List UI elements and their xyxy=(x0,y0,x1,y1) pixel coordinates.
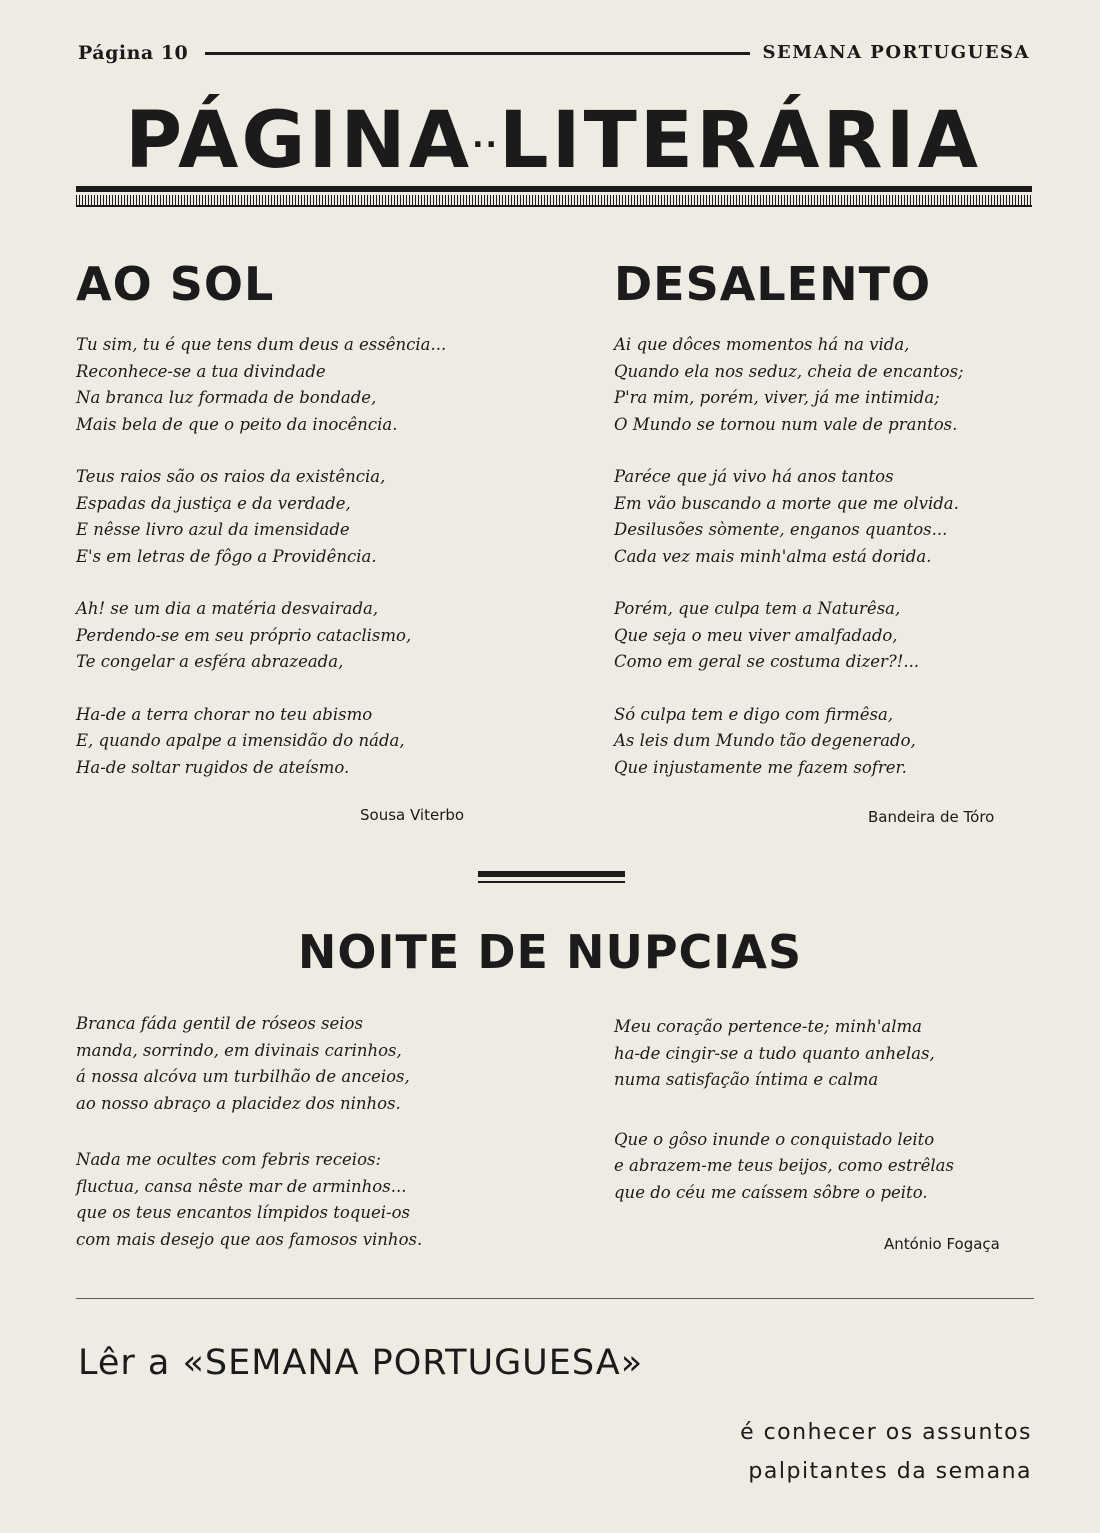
verse-line: Meu coração pertence-te; minh'alma xyxy=(614,1017,923,1036)
verse-line: Só culpa tem e digo com firmêsa, xyxy=(614,704,894,724)
masthead-rule xyxy=(76,186,1032,192)
masthead-separator: ·· xyxy=(472,127,499,163)
verse-line: Tu sim, tu é que tens dum deus a essência... xyxy=(76,335,447,354)
verse-line: Na branca luz formada de bondade, xyxy=(76,388,377,407)
verse-line: Que injustamente me fazem sofrer. xyxy=(614,757,907,777)
verse-line: Branca fáda gentil de róseos seios xyxy=(76,1014,363,1033)
poem-nupcias-right xyxy=(614,1014,1034,1206)
poem-body xyxy=(76,332,516,781)
verse-line: que do céu me caíssem sôbre o peito. xyxy=(614,1182,928,1202)
poem-body xyxy=(614,332,1034,781)
verse-line: Nada me ocultes com febris receios: xyxy=(76,1150,382,1169)
footer-rule xyxy=(76,1298,1034,1299)
verse-line: Porém, que culpa tem a Naturêsa, xyxy=(614,599,901,618)
poem-author: António Fogaça xyxy=(884,1235,1000,1253)
divider-thick xyxy=(478,871,625,877)
header-rule xyxy=(205,52,750,55)
divider-thin xyxy=(478,881,625,883)
verse-line: Quando ela nos seduz, cheia de encantos; xyxy=(614,361,964,381)
stanza xyxy=(614,1127,1034,1207)
verse-line: Ha-de soltar rugidos de ateísmo. xyxy=(76,757,350,777)
verse-line: Espadas da justiça e da verdade, xyxy=(76,493,351,513)
stanza xyxy=(614,596,1034,676)
verse-line: O Mundo se tornou num vale de prantos. xyxy=(614,414,958,434)
page-number: Página 10 xyxy=(78,42,189,64)
verse-line: Como em geral se costuma dizer?!... xyxy=(614,652,920,671)
verse-line: Desilusões sòmente, enganos quantos... xyxy=(614,520,948,539)
advert-line-3: palpitantes da semana xyxy=(748,1459,1032,1484)
stanza xyxy=(614,1014,1034,1094)
poem-title: AO SOL xyxy=(76,257,275,311)
verse-line: á nossa alcóva um turbilhão de anceios, xyxy=(76,1067,410,1086)
verse-line: Paréce que já vivo há anos tantos xyxy=(614,467,894,486)
verse-line: Em vão buscando a morte que me olvida. xyxy=(614,493,959,513)
section-masthead xyxy=(72,96,1034,191)
publication-name: SEMANA PORTUGUESA xyxy=(762,42,1030,63)
verse-line: ao nosso abraço a placidez dos ninhos. xyxy=(76,1093,401,1113)
stanza xyxy=(614,464,1034,570)
verse-line: Te congelar a esféra abrazeada, xyxy=(76,652,344,671)
verse-line: Que o gôso inunde o conquistado leito xyxy=(614,1129,935,1149)
verse-line: Reconhece-se a tua divindade xyxy=(76,361,326,381)
stanza xyxy=(76,596,516,676)
verse-line: que os teus encantos límpidos toquei-os xyxy=(76,1203,410,1222)
verse-line: e abrazem-me teus beijos, como estrêlas xyxy=(614,1156,954,1175)
verse-line: com mais desejo que aos famosos vinhos. xyxy=(76,1229,423,1249)
verse-line: Perdendo-se em seu próprio cataclismo, xyxy=(76,625,412,645)
verse-line: Teus raios são os raios da existência, xyxy=(76,467,386,486)
verse-line: E nêsse livro azul da imensidade xyxy=(76,520,350,539)
verse-line: Ha-de a terra chorar no teu abismo xyxy=(76,704,373,724)
verse-line: manda, sorrindo, em divinais carinhos, xyxy=(76,1040,402,1060)
verse-line: Que seja o meu viver amalfadado, xyxy=(614,625,898,645)
poem-author: Bandeira de Tóro xyxy=(868,808,995,826)
poem-nupcias-left xyxy=(76,1011,496,1253)
verse-line: ha-de cingir-se a tudo quanto anhelas, xyxy=(614,1043,935,1063)
verse-line: fluctua, cansa nêste mar de arminhos... xyxy=(76,1176,407,1196)
verse-line: P'ra mim, porém, viver, já me intimida; xyxy=(614,388,940,407)
poem-title-noite-de-nupcias: NOITE DE NUPCIAS xyxy=(297,925,803,979)
stanza xyxy=(76,332,516,438)
verse-line: As leis dum Mundo tão degenerado, xyxy=(614,731,916,750)
masthead-word-2: LITERÁRIA xyxy=(498,96,981,186)
verse-line: Ah! se um dia a matéria desvairada, xyxy=(76,599,379,618)
poem-author: Sousa Viterbo xyxy=(360,806,465,824)
masthead-hatch-border xyxy=(76,195,1032,207)
stanza xyxy=(76,1011,496,1117)
poem-desalento xyxy=(614,256,1034,781)
poem-title: DESALENTO xyxy=(614,257,932,311)
poem-ao-sol xyxy=(76,256,516,781)
verse-line: numa satisfação íntima e calma xyxy=(614,1070,879,1089)
stanza xyxy=(76,464,516,570)
advert-line-2: é conhecer os assuntos xyxy=(740,1420,1032,1445)
stanza xyxy=(76,1147,496,1253)
verse-line: Ai que dôces momentos há na vida, xyxy=(614,335,910,354)
masthead-word-1: PÁGINA xyxy=(125,96,473,186)
stanza xyxy=(614,332,1034,438)
verse-line: E, quando apalpe a imensidão do náda, xyxy=(76,731,405,750)
verse-line: E's em letras de fôgo a Providência. xyxy=(76,546,377,566)
verse-line: Cada vez mais minh'alma está dorida. xyxy=(614,546,932,566)
stanza xyxy=(614,702,1034,782)
advert-headline: Lêr a «SEMANA PORTUGUESA» xyxy=(78,1343,644,1383)
stanza xyxy=(76,702,516,782)
verse-line: Mais bela de que o peito da inocência. xyxy=(76,414,398,434)
